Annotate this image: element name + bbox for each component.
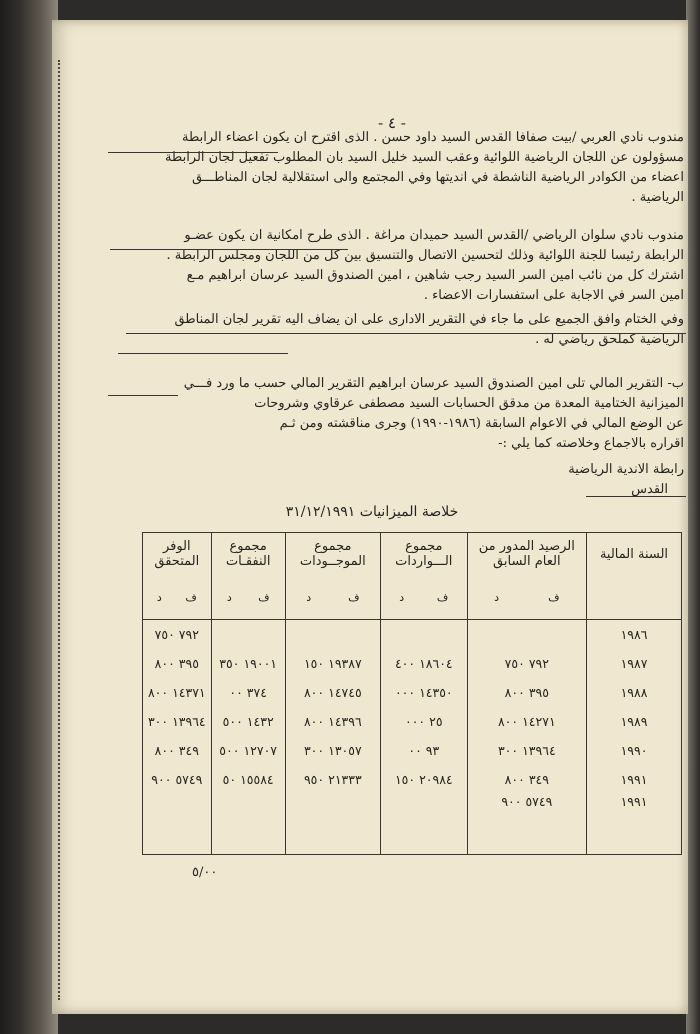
cell-assets: ١٣٠٥٧ ٣٠٠ bbox=[285, 736, 380, 765]
table-row bbox=[143, 765, 682, 794]
underline bbox=[126, 333, 686, 334]
page-stack-edge bbox=[0, 0, 58, 1034]
text-line: اعضاء من الكوادر الرياضية الناشطة في انديتها وفي المجتمع والى استقلالية لجان المناطـــق bbox=[191, 170, 684, 185]
cell-carried bbox=[467, 620, 586, 650]
text-line: الرابطة رئيسا للجنة اللوائية وذلك لتحسين الاتصال والتنسيق بين كل من اللجان ومجلس الرابطة . bbox=[166, 248, 684, 263]
underline bbox=[108, 152, 278, 153]
unit-fils: ف bbox=[348, 590, 360, 604]
units-row bbox=[143, 575, 682, 620]
unit-dinar: د bbox=[226, 590, 232, 604]
text-line: امين السر في الاجابة على استفسارات الاعضاء . bbox=[423, 288, 684, 303]
page-number: - ٤ - bbox=[378, 114, 406, 132]
cell-revenue: ١٨٦٠٤ ٤٠٠ bbox=[380, 649, 467, 678]
cell-revenue: ٢٥ ٠٠٠ bbox=[380, 707, 467, 736]
units-cell bbox=[285, 575, 380, 620]
cell-expenses bbox=[211, 620, 285, 650]
cell-surplus bbox=[143, 794, 212, 855]
text-line: اقراره بالاجماع وخلاصته كما يلي :- bbox=[498, 436, 684, 451]
cell-surplus: ٣٩٥ ٨٠٠ bbox=[143, 649, 212, 678]
cell-assets: ١٤٣٩٦ ٨٠٠ bbox=[285, 707, 380, 736]
units-cell bbox=[587, 575, 682, 620]
book-cover-edge bbox=[686, 0, 700, 1034]
cell-year: ١٩٨٦ bbox=[587, 620, 682, 650]
cell-revenue: ٩٣ ٠٠ bbox=[380, 736, 467, 765]
paragraph-financial-report bbox=[104, 374, 684, 454]
cell-year: ١٩٨٧ bbox=[587, 649, 682, 678]
text-line: رابطة الاندية الرياضية bbox=[568, 462, 684, 477]
paragraph-club-arabi bbox=[104, 128, 684, 208]
table-header-row bbox=[143, 533, 682, 576]
text-line: عن الوضع المالي في الاعوام السابقة (١٩٨٦-١٩٩٠) وجرى مناقشته ومن ثـم bbox=[279, 416, 684, 431]
paragraph-closing bbox=[104, 310, 684, 350]
unit-fils: ف bbox=[436, 590, 449, 604]
underline bbox=[118, 353, 288, 354]
header-surplus: الوفر المتحقق bbox=[143, 533, 212, 576]
paragraph-club-silwan bbox=[104, 226, 684, 306]
underline bbox=[108, 395, 178, 396]
cell-expenses: ١٢٧٠٧ ٥٠٠ bbox=[211, 736, 285, 765]
cell-carried: ٧٩٢ ٧٥٠ bbox=[467, 649, 586, 678]
text-line: مندوب نادي سلوان الرياضي /القدس السيد حميدان مراغة . الذى طرح امكانية ان يكون عضـو bbox=[184, 228, 684, 243]
header-fiscal-year: السنة المالية bbox=[587, 533, 682, 576]
text-line: ب- التقرير المالي تلى امين الصندوق السيد عرسان ابراهيم التقرير المالي حسب ما ورد فـــي bbox=[183, 376, 684, 391]
unit-dinar: د bbox=[306, 590, 312, 604]
footer-number: ٥/٠٠ bbox=[192, 865, 218, 880]
cell-surplus: ١٤٣٧١ ٨٠٠ bbox=[143, 678, 212, 707]
cell-revenue bbox=[380, 794, 467, 855]
text-line: مسؤولون عن اللجان الرياضية اللوائية وعقب السيد خليل السيد بان المطلوب تفعيل لجان الرابطة bbox=[164, 150, 684, 165]
cell-carried: ٣٤٩ ٨٠٠ bbox=[467, 765, 586, 794]
cell-year: ١٩٨٩ bbox=[587, 707, 682, 736]
table-row bbox=[143, 736, 682, 765]
text-line: الرياضية كملحق رياضي له . bbox=[535, 332, 684, 347]
unit-fils: ف bbox=[185, 590, 197, 604]
cell-surplus: ٥٧٤٩ ٩٠٠ bbox=[143, 765, 212, 794]
cell-surplus: ٧٩٢ ٧٥٠ bbox=[143, 620, 212, 650]
cell-expenses: ١٥٥٨٤ ٥٠ bbox=[211, 765, 285, 794]
paragraph-league-name bbox=[104, 460, 684, 500]
cell-revenue: ٢٠٩٨٤ ١٥٠ bbox=[380, 765, 467, 794]
cell-year: ١٩٩١ bbox=[587, 794, 682, 855]
cell-assets bbox=[285, 620, 380, 650]
table-row bbox=[143, 794, 682, 855]
cell-carried: ٣٩٥ ٨٠٠ bbox=[467, 678, 586, 707]
budget-summary-table bbox=[142, 532, 682, 855]
cell-assets bbox=[285, 794, 380, 855]
header-total-expenses: مجموع النفقـات bbox=[211, 533, 285, 576]
units-cell bbox=[143, 575, 212, 620]
text-line: مندوب نادي العربي /بيت صفافا القدس السيد داود حسن . الذى اقترح ان يكون اعضاء الرابطة bbox=[182, 130, 684, 145]
text-line: وفي الختام وافق الجميع على ما جاء في التقرير الادارى على ان يضاف اليه تقرير لجان المناطق bbox=[174, 312, 684, 327]
cell-revenue: ١٤٣٥٠ ٠٠٠ bbox=[380, 678, 467, 707]
cell-expenses: ٣٧٤ ٠٠ bbox=[211, 678, 285, 707]
cell-expenses: ١٩٠٠١ ٣٥٠ bbox=[211, 649, 285, 678]
underline bbox=[586, 496, 686, 497]
text-line: القدس bbox=[631, 482, 668, 497]
cell-carried: ١٤٢٧١ ٨٠٠ bbox=[467, 707, 586, 736]
header-carried-balance: الرصيد المدور من العام السابق bbox=[467, 533, 586, 576]
cell-year: ١٩٨٨ bbox=[587, 678, 682, 707]
cell-assets: ٢١٣٣٣ ٩٥٠ bbox=[285, 765, 380, 794]
table-title: خلاصة الميزانيات ٣١/١٢/١٩٩١ bbox=[285, 504, 459, 520]
cell-surplus: ٣٤٩ ٨٠٠ bbox=[143, 736, 212, 765]
cell-expenses: ١٤٣٢ ٥٠٠ bbox=[211, 707, 285, 736]
document-page bbox=[52, 20, 688, 1014]
table-row bbox=[143, 620, 682, 650]
table-row bbox=[143, 678, 682, 707]
binding-perforation bbox=[58, 60, 64, 1000]
units-cell bbox=[467, 575, 586, 620]
units-cell bbox=[211, 575, 285, 620]
cell-year: ١٩٩٠ bbox=[587, 736, 682, 765]
cell-year: ١٩٩١ bbox=[587, 765, 682, 794]
text-line: الرياضية . bbox=[631, 190, 684, 205]
text-line: الميزانية الختامية المعدة من مدقق الحسابات السيد مصطفى عرقاوي وشروحات bbox=[254, 396, 684, 411]
unit-fils: ف bbox=[548, 590, 560, 604]
header-total-revenue: مجموع الـــواردات bbox=[380, 533, 467, 576]
unit-fils: ف bbox=[258, 590, 270, 604]
cell-carried: ١٣٩٦٤ ٣٠٠ bbox=[467, 736, 586, 765]
table-row bbox=[143, 707, 682, 736]
cell-assets: ١٩٣٨٧ ١٥٠ bbox=[285, 649, 380, 678]
cell-revenue bbox=[380, 620, 467, 650]
header-total-assets: مجموع الموجــودات bbox=[285, 533, 380, 576]
cell-carried: ٥٧٤٩ ٩٠٠ bbox=[467, 794, 586, 855]
unit-dinar: د bbox=[399, 590, 405, 604]
unit-dinar: د bbox=[156, 590, 162, 604]
cell-expenses bbox=[211, 794, 285, 855]
unit-dinar: د bbox=[494, 590, 500, 604]
text-line: اشترك كل من نائب امين السر السيد رجب شاهين ، امين الصندوق السيد عرسان ابراهيم مـع bbox=[186, 268, 684, 283]
cell-assets: ١٤٧٤٥ ٨٠٠ bbox=[285, 678, 380, 707]
underline bbox=[110, 249, 348, 250]
cell-surplus: ١٣٩٦٤ ٣٠٠ bbox=[143, 707, 212, 736]
table-row bbox=[143, 649, 682, 678]
units-cell bbox=[380, 575, 467, 620]
